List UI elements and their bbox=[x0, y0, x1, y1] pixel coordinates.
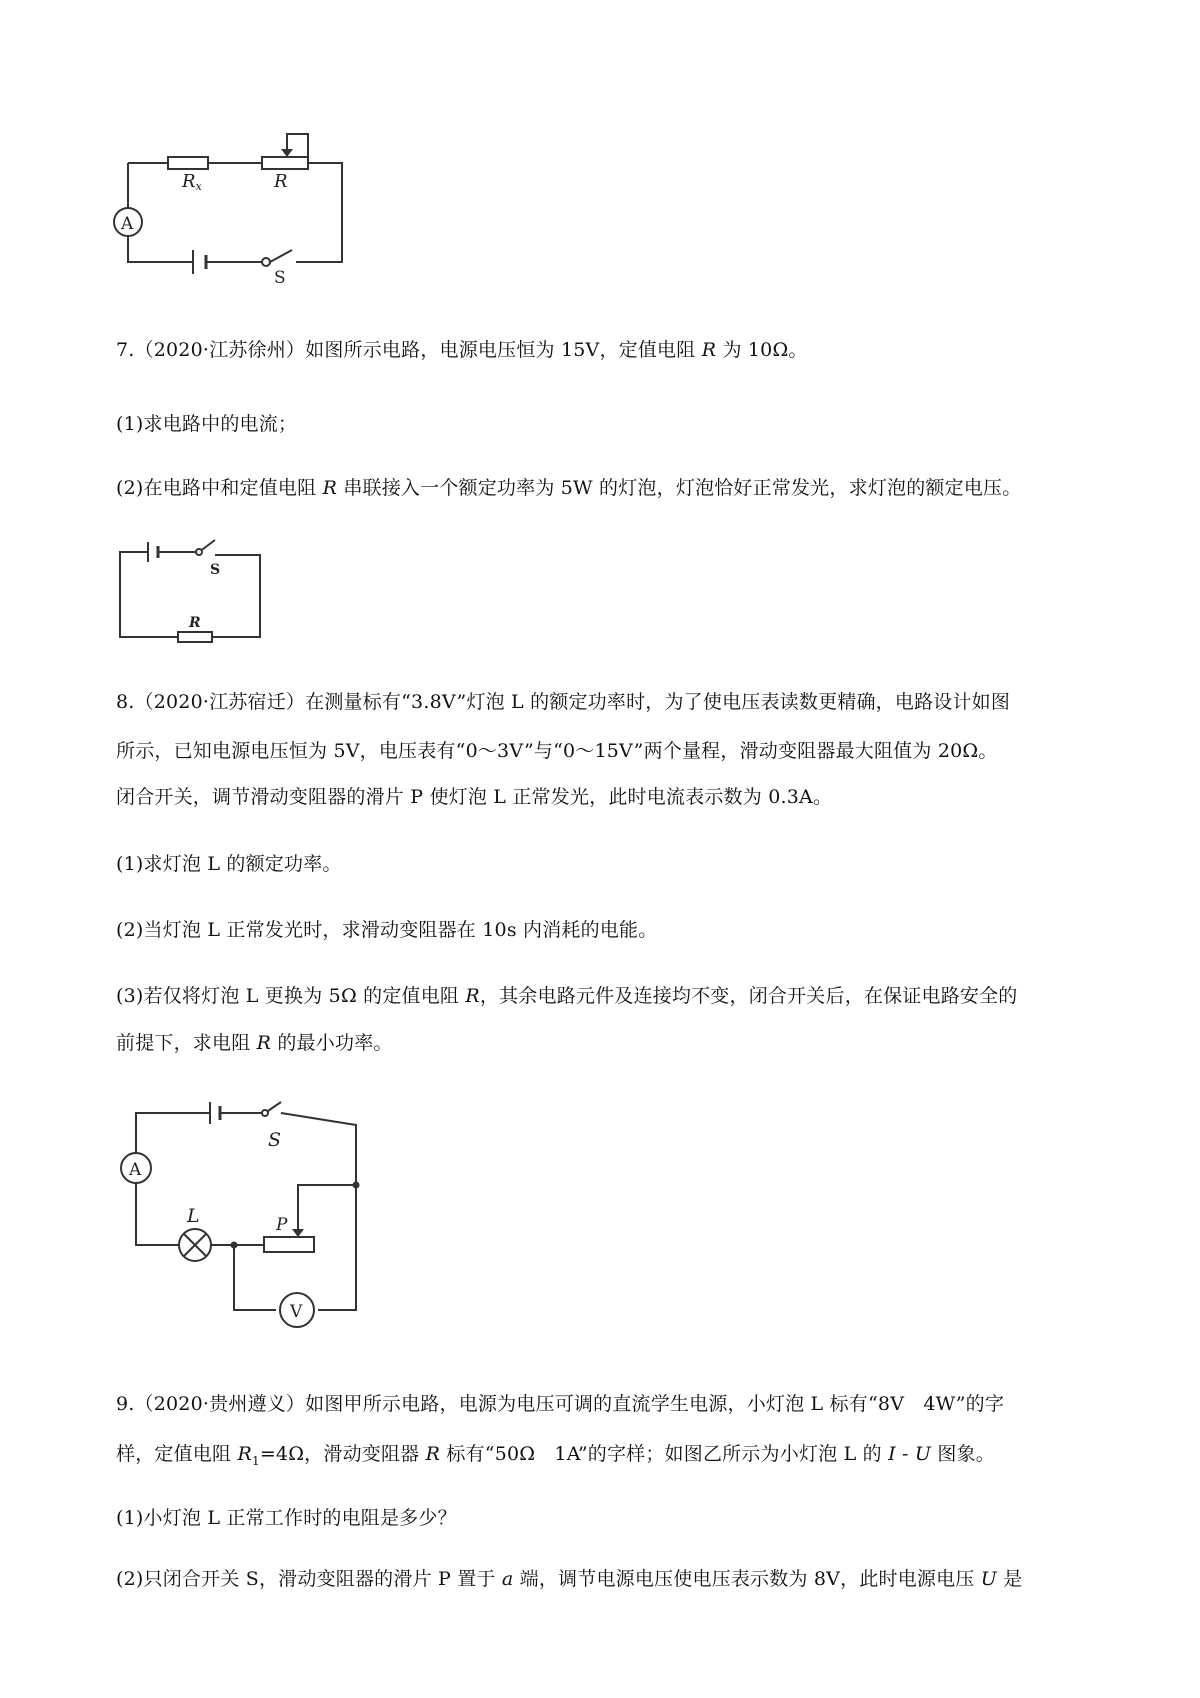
junction-dot bbox=[231, 1242, 238, 1249]
ammeter-label: A bbox=[121, 214, 134, 234]
label-s: S bbox=[274, 268, 286, 288]
battery-icon bbox=[210, 1102, 220, 1124]
q9-part1: (1)小灯泡 L 正常工作时的电阻是多少？ bbox=[116, 1507, 457, 1529]
q8-part3: (3)若仅将灯泡 L 更换为 5Ω 的定值电阻 R，其余电路元件及连接均不变，闭合开关后，在保证电路安全的 bbox=[116, 985, 1018, 1007]
q8-line1: 8.（2020·江苏宿迁）在测量标有“3.8V”灯泡 L 的额定功率时，为了使电压表读数更精确，电路设计如图 bbox=[116, 691, 1011, 713]
label-r: R bbox=[189, 615, 201, 631]
q8-part1: (1)求灯泡 L 的额定功率。 bbox=[116, 853, 342, 875]
voltmeter-label: V bbox=[290, 1302, 303, 1322]
label-s: S bbox=[210, 562, 221, 578]
junction-dot bbox=[353, 1182, 360, 1189]
ammeter-label: A bbox=[129, 1160, 142, 1180]
label-p: P bbox=[276, 1215, 288, 1235]
q7-part1: (1)求电路中的电流； bbox=[116, 413, 298, 435]
q9-part2: (2)只闭合开关 S，滑动变阻器的滑片 P 置于 a 端，调节电源电压使电压表示数为 8V，此时电源电压 U 是 bbox=[116, 1568, 1023, 1590]
q9-line1: 9.（2020·贵州遵义）如图甲所示电路，电源为电压可调的直流学生电源，小灯泡 L 标有“8V 4W”的字 bbox=[116, 1393, 1005, 1415]
q9-line2: 样，定值电阻 $R_1=4\Omega$，滑动变阻器 R 标有“50Ω 1A”的字样；如图乙所示为小灯泡 L 的 I - U 图象。 bbox=[116, 1443, 995, 1468]
label-rx: Rx bbox=[182, 171, 202, 193]
lamp-icon bbox=[179, 1229, 211, 1261]
q8-part2: (2)当灯泡 L 正常发光时，求滑动变阻器在 10s 内消耗的电能。 bbox=[116, 919, 658, 941]
q8-line3: 闭合开关，调节滑动变阻器的滑片 P 使灯泡 L 正常发光，此时电流表示数为 0.3A。 bbox=[116, 786, 833, 808]
label-s: S bbox=[268, 1129, 282, 1151]
label-l: L bbox=[187, 1205, 200, 1227]
q8-line2: 所示，已知电源电压恒为 5V，电压表有“0～3V”与“0～15V”两个量程，滑动变阻器最大阻值为 20Ω。 bbox=[116, 740, 998, 762]
circuit-wires bbox=[136, 1102, 356, 1310]
switch-contact-icon bbox=[262, 1110, 268, 1116]
rheostat-icon bbox=[264, 1237, 314, 1252]
q7-part2: (2)在电路中和定值电阻 R 串联接入一个额定功率为 5W 的灯泡，灯泡恰好正常发光，求灯泡的额定电压。 bbox=[116, 477, 1022, 499]
slider-arrow-icon bbox=[292, 1229, 304, 1237]
q7-stem: 7.（2020·江苏徐州）如图所示电路，电源电压恒为 15V，定值电阻 R 为 10Ω。 bbox=[116, 339, 808, 361]
q8-part3-cont: 前提下，求电阻 R 的最小功率。 bbox=[116, 1032, 393, 1054]
label-r: R bbox=[274, 171, 288, 192]
